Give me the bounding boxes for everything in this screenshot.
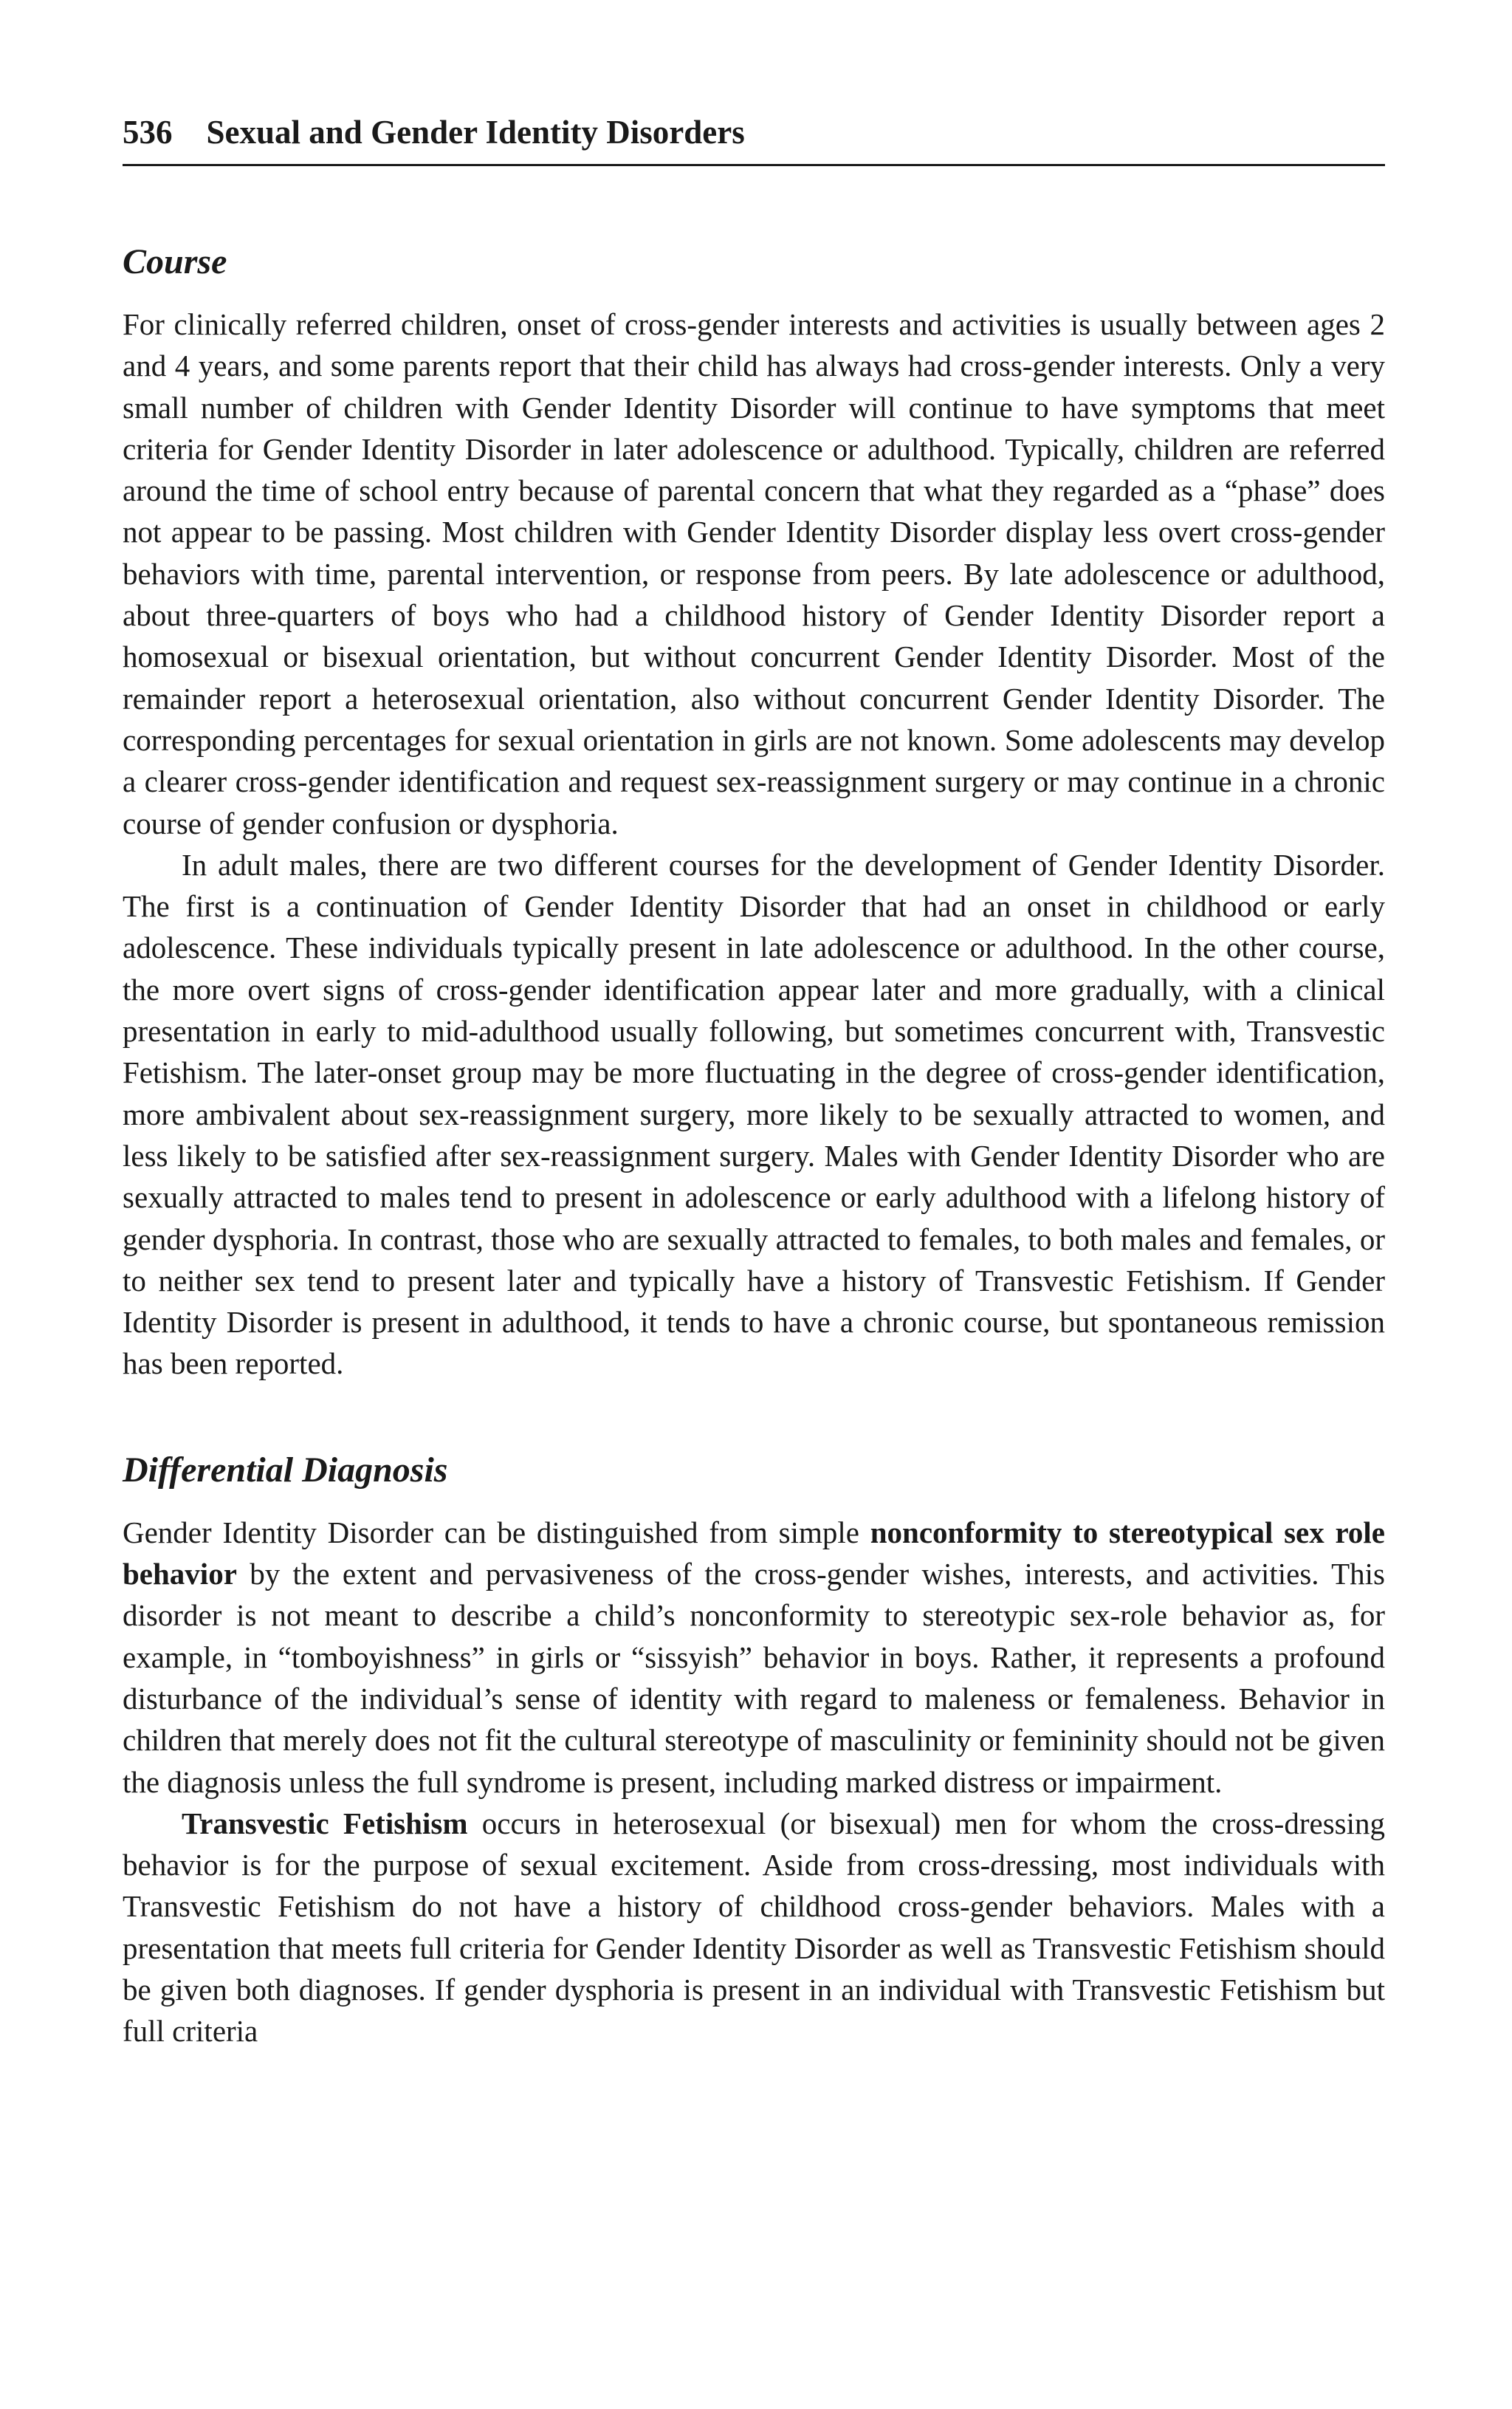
differential-paragraph-2 <box>123 1803 1385 2052</box>
bold-term-transvestic-fetishism: Transvestic Fetishism <box>182 1806 468 1840</box>
differential-paragraph-1 <box>123 1512 1385 1803</box>
page-number: 536 <box>123 114 173 151</box>
paragraph-text: occurs in heterosexual (or bisexual) men for whom the cross-dressing behavior is for the purpose of sexual excitement. Aside from cross-dressing, most individuals with Transvestic Fetishism do not have a history of childhood cross-gender behaviors. Males with a presentation that meets full criteria for Gender Identity Disorder as well as Transvestic Fetishism should be given both diagnoses. If gender dysphoria is present in an individual with Transvestic Fetishism but full criteria <box>123 1806 1385 2049</box>
section-heading-differential-diagnosis: Differential Diagnosis <box>123 1450 448 1490</box>
book-page <box>123 111 1385 2052</box>
paragraph-text: by the extent and pervasiveness of the cross-gender wishes, interests, and activities. This disorder is not meant to describe a child’s nonconformity to stereotypic sex-role behavior as, for example, in “tomboyishness” in girls or “sissyish” behavior in boys. Rather, it represents a profound disturbance of the individual’s sense of identity with regard to maleness or femaleness. Behavior in children that merely does not fit the cultural stereotype of masculinity or femininity should not be given the diagnosis unless the full syndrome is present, including marked distress or impairment. <box>123 1557 1385 1799</box>
course-paragraph-1: For clinically referred children, onset of cross-gender interests and activities is usually between ages 2 and 4 years, and some parents report that their child has always had cross-gender interests. Only a very small number of children with Gender Identity Disorder will continue to have symptoms that meet criteria for Gender Identity Disorder in later adolescence or adulthood. Typically, children are referred around the time of school entry because of parental concern that what they regarded as a “phase” does not appear to be passing. Most children with Gender Identity Disorder display less overt cross-gender behaviors with time, parental intervention, or response from peers. By late adolescence or adulthood, about three-quarters of boys who had a childhood history of Gender Identity Disorder report a homosexual or bisexual orientation, but without concurrent Gender Identity Disorder. Most of the remainder report a heterosexual orientation, also without concurrent Gender Identity Disorder. The corresponding percentages for sexual orientation in girls are not known. Some adolescents may develop a clearer cross-gender identification and request sex-reassignment surgery or may continue in a chronic course of gender confusion or dysphoria. <box>123 307 1385 840</box>
course-paragraph-2: In adult males, there are two different courses for the development of Gender Identity Disorder. The first is a continuation of Gender Identity Disorder that had an onset in childhood or early adolescence. These individuals typically present in late adolescence or adulthood. In the other course, the more overt signs of cross-gender identification appear later and more gradually, with a clinical presentation in early to mid-adulthood usually following, but sometimes concurrent with, Transvestic Fetishism. The later-onset group may be more fluctuating in the degree of cross-gender identification, more ambivalent about sex-reassignment surgery, more likely to be sexually attracted to women, and less likely to be satisfied after sex-reassignment surgery. Males with Gender Identity Disorder who are sexually attracted to males tend to present in adolescence or early adulthood with a lifelong history of gender dysphoria. In contrast, those who are sexually attracted to females, to both males and females, or to neither sex tend to present later and typically have a history of Transvestic Fetishism. If Gender Identity Disorder is present in adulthood, it tends to have a chronic course, but spontaneous remission has been reported. <box>123 847 1385 1381</box>
paragraph-text: Gender Identity Disorder can be distinguished from simple <box>123 1515 870 1549</box>
running-title: Sexual and Gender Identity Disorders <box>206 114 745 151</box>
section-heading-course: Course <box>123 242 227 281</box>
running-head <box>123 111 1385 166</box>
bold-term-nonconformity: nonconformity to stereotypical sex role behavior <box>123 1515 1386 1591</box>
